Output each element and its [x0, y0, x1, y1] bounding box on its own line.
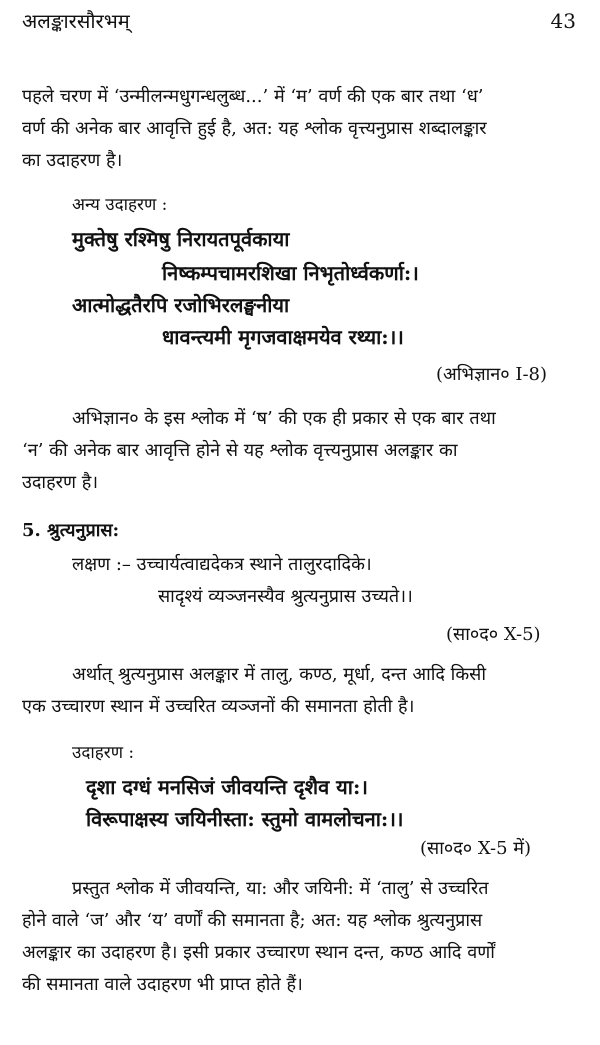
- page-number: 43: [550, 9, 576, 33]
- verse-1-line-1: मुक्तेषु रश्मिषु निरायतपूर्वकाया: [72, 227, 290, 251]
- verse-1-line-3: आत्मोद्धतैरपि रजोभिरलङ्घनीया: [72, 293, 290, 317]
- paragraph-1-line-2: वर्ण की अनेक बार आवृत्ति हुई है, अत: यह श्लोक वृत्त्यनुप्रास शब्दालङ्कार: [22, 118, 487, 139]
- citation-section-5: (सा०द० X-5): [446, 624, 541, 645]
- paragraph-4-line-2: होने वाले ‘ज’ और ‘य’ वर्णों की समानता है; अत: यह श्लोक श्रुत्यनुप्रास: [22, 910, 483, 931]
- paragraph-2-line-3: उदाहरण है।: [22, 472, 99, 493]
- verse-2-line-1: दृशा दग्धं मनसिजं जीवयन्ति दृशैव या:।: [86, 775, 368, 799]
- citation-2: (सा०द० X-5 में): [420, 838, 532, 859]
- paragraph-3-line-2: एक उच्चारण स्थान में उच्चरित व्यञ्जनों की समानता होती है।: [22, 696, 415, 717]
- paragraph-1-line-3: का उदाहरण है।: [22, 150, 123, 171]
- example-label-2: उदाहरण :: [72, 743, 135, 763]
- verse-1-line-4: धावन्त्यमी मृगजवाक्षमयेव रथ्या:।।: [162, 325, 404, 349]
- citation-1: (अभिज्ञान० I-8): [436, 364, 548, 385]
- definition-line-1: लक्षण :– उच्चार्यत्वाद्यदेकत्र स्थाने तालुरदादिके।: [72, 554, 372, 575]
- paragraph-4-line-3: अलङ्कार का उदाहरण है। इसी प्रकार उच्चारण स्थान दन्त, कण्ठ आदि वर्णों: [22, 942, 495, 963]
- paragraph-2-line-2: ‘न’ की अनेक बार आवृत्ति होने से यह श्लोक वृत्त्यनुप्रास अलङ्कार का: [22, 440, 458, 461]
- running-header-title: अलङ्कारसौरभम्: [22, 9, 130, 33]
- section-5-heading: 5. श्रुत्यनुप्रास:: [22, 520, 120, 541]
- paragraph-2-line-1: अभिज्ञान० के इस श्लोक में ‘ष’ की एक ही प्रकार से एक बार तथा: [72, 408, 496, 429]
- verse-1-line-2: निष्कम्पचामरशिखा निभृतोर्ध्वकर्णा:।: [162, 261, 419, 285]
- paragraph-4-line-4: की समानता वाले उदाहरण भी प्राप्त होते हैं।: [22, 974, 303, 995]
- paragraph-1-line-1: पहले चरण में ‘उन्मीलन्मधुगन्धलुब्ध...’ में ‘म’ वर्ण की एक बार तथा ‘ध’: [22, 86, 484, 107]
- example-label-1: अन्य उदाहरण :: [72, 195, 168, 215]
- paragraph-3-line-1: अर्थात् श्रुत्यनुप्रास अलङ्कार में तालु, कण्ठ, मूर्धा, दन्त आदि किसी: [72, 664, 486, 685]
- definition-line-2: सादृश्यं व्यञ्जनस्यैव श्रुत्यनुप्रास उच्यते।।: [158, 586, 413, 607]
- verse-2-line-2: विरूपाक्षस्य जयिनीस्ता: स्तुमो वामलोचना:।।: [86, 807, 404, 831]
- paragraph-4-line-1: प्रस्तुत श्लोक में जीवयन्ति, या: और जयिनी: में ‘तालु’ से उच्चरित: [72, 878, 489, 899]
